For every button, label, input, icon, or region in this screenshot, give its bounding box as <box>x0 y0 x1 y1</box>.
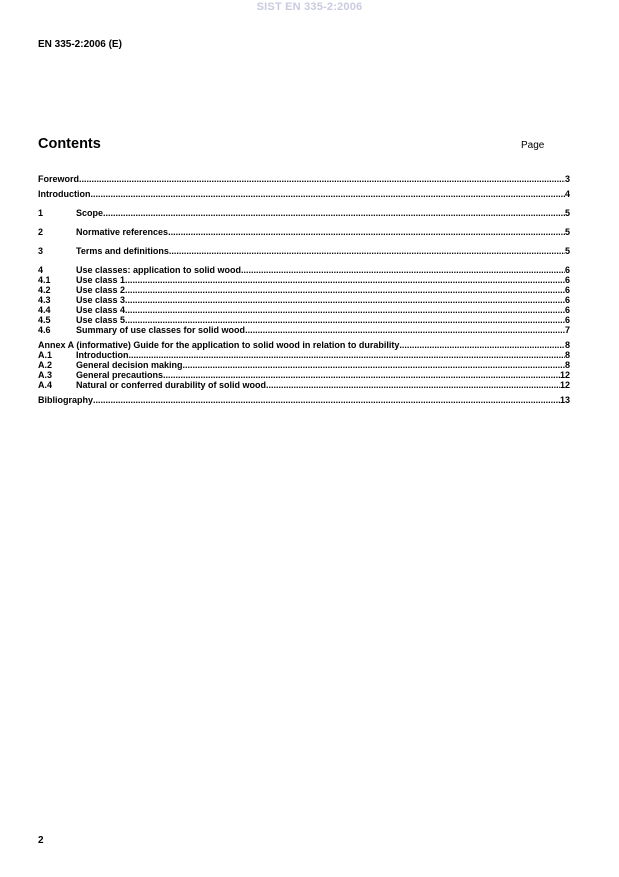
toc-entry-a3-general-precautions[interactable] <box>38 370 570 380</box>
toc-entry-bibliography[interactable] <box>38 395 570 405</box>
toc-entry-number: 4.3 <box>38 295 51 305</box>
toc-entry-use-classes[interactable] <box>38 265 570 275</box>
toc-entry-label: Bibliography <box>38 395 94 405</box>
document-id: EN 335-2:2006 (E) <box>38 39 122 50</box>
toc-entry-page: 6 <box>564 275 570 285</box>
toc-entry-page: 12 <box>559 370 570 380</box>
toc-entry-page: 13 <box>559 395 570 405</box>
toc-entry-label: Terms and definitions <box>76 246 169 256</box>
toc-entry-number: A.1 <box>38 350 53 360</box>
toc-entry-summary-of-use-classes[interactable] <box>38 325 570 335</box>
toc-entry-normative-references[interactable] <box>38 227 570 237</box>
toc-entry-label: Use class 3 <box>76 295 126 305</box>
toc-entry-use-class-2[interactable] <box>38 285 570 295</box>
toc-entry-use-class-1[interactable] <box>38 275 570 285</box>
toc-entry-label: Introduction <box>76 350 129 360</box>
toc-entry-page: 6 <box>564 295 570 305</box>
toc-entry-a1-introduction[interactable] <box>38 350 570 360</box>
toc-entry-number: A.4 <box>38 380 53 390</box>
toc-entry-label: Use class 2 <box>76 285 126 295</box>
toc-entry-use-class-5[interactable] <box>38 315 570 325</box>
toc-entry-page: 6 <box>564 285 570 295</box>
toc-entry-number: 3 <box>38 246 44 256</box>
toc-entry-introduction[interactable] <box>38 189 570 199</box>
toc-entry-label: Natural or conferred durability of solid wood <box>76 380 267 390</box>
watermark: SIST EN 335-2:2006 <box>256 1 363 13</box>
toc-entry-page: 3 <box>564 174 570 184</box>
contents-title: Contents <box>38 136 101 152</box>
toc-entry-label: General decision making <box>76 360 183 370</box>
toc-entry-use-class-4[interactable] <box>38 305 570 315</box>
toc-entry-label: Use classes: application to solid wood <box>76 265 242 275</box>
toc-entry-number: 4.5 <box>38 315 51 325</box>
toc-entry-foreword[interactable] <box>38 174 570 184</box>
toc-entry-a2-general-decision-making[interactable] <box>38 360 570 370</box>
toc-entry-page: 6 <box>564 265 570 275</box>
toc-entry-number: 4.6 <box>38 325 51 335</box>
toc-entry-page: 5 <box>564 208 570 218</box>
page-number: 2 <box>38 835 44 846</box>
toc-entry-number: 1 <box>38 208 44 218</box>
toc-entry-label: Introduction <box>38 189 91 199</box>
toc-entry-label: Foreword <box>38 174 80 184</box>
toc-entry-label: Scope <box>76 208 104 218</box>
page-column-label: Page <box>521 140 545 151</box>
toc-entry-annex-a[interactable] <box>38 340 570 350</box>
toc-entry-number: 4 <box>38 265 44 275</box>
toc-entry-a4-natural-or-conferred-durability[interactable] <box>38 380 570 390</box>
toc-entry-number: A.3 <box>38 370 53 380</box>
toc-entry-page: 4 <box>564 189 570 199</box>
toc-entry-label: General precautions <box>76 370 164 380</box>
toc-entry-page: 12 <box>559 380 570 390</box>
toc-entry-page: 8 <box>564 340 570 350</box>
toc-entry-page: 7 <box>564 325 570 335</box>
toc-entry-page: 5 <box>564 246 570 256</box>
toc-entry-label: Summary of use classes for solid wood <box>76 325 246 335</box>
toc-entry-page: 6 <box>564 315 570 325</box>
toc-entry-label: Annex A (informative) Guide for the application to solid wood in relation to durability <box>38 340 400 350</box>
toc-entry-terms-and-definitions[interactable] <box>38 246 570 256</box>
toc-entry-label: Use class 4 <box>76 305 126 315</box>
toc-entry-number: 2 <box>38 227 44 237</box>
table-of-contents <box>38 174 570 405</box>
toc-entry-number: 4.4 <box>38 305 51 315</box>
toc-entry-number: 4.2 <box>38 285 51 295</box>
toc-entry-label: Normative references <box>76 227 169 237</box>
toc-entry-use-class-3[interactable] <box>38 295 570 305</box>
toc-entry-page: 8 <box>564 350 570 360</box>
toc-entry-page: 6 <box>564 305 570 315</box>
toc-entry-scope[interactable] <box>38 208 570 218</box>
toc-entry-number: 4.1 <box>38 275 51 285</box>
toc-entry-label: Use class 5 <box>76 315 126 325</box>
toc-entry-number: A.2 <box>38 360 53 370</box>
toc-entry-page: 5 <box>564 227 570 237</box>
toc-entry-page: 8 <box>564 360 570 370</box>
toc-entry-label: Use class 1 <box>76 275 126 285</box>
